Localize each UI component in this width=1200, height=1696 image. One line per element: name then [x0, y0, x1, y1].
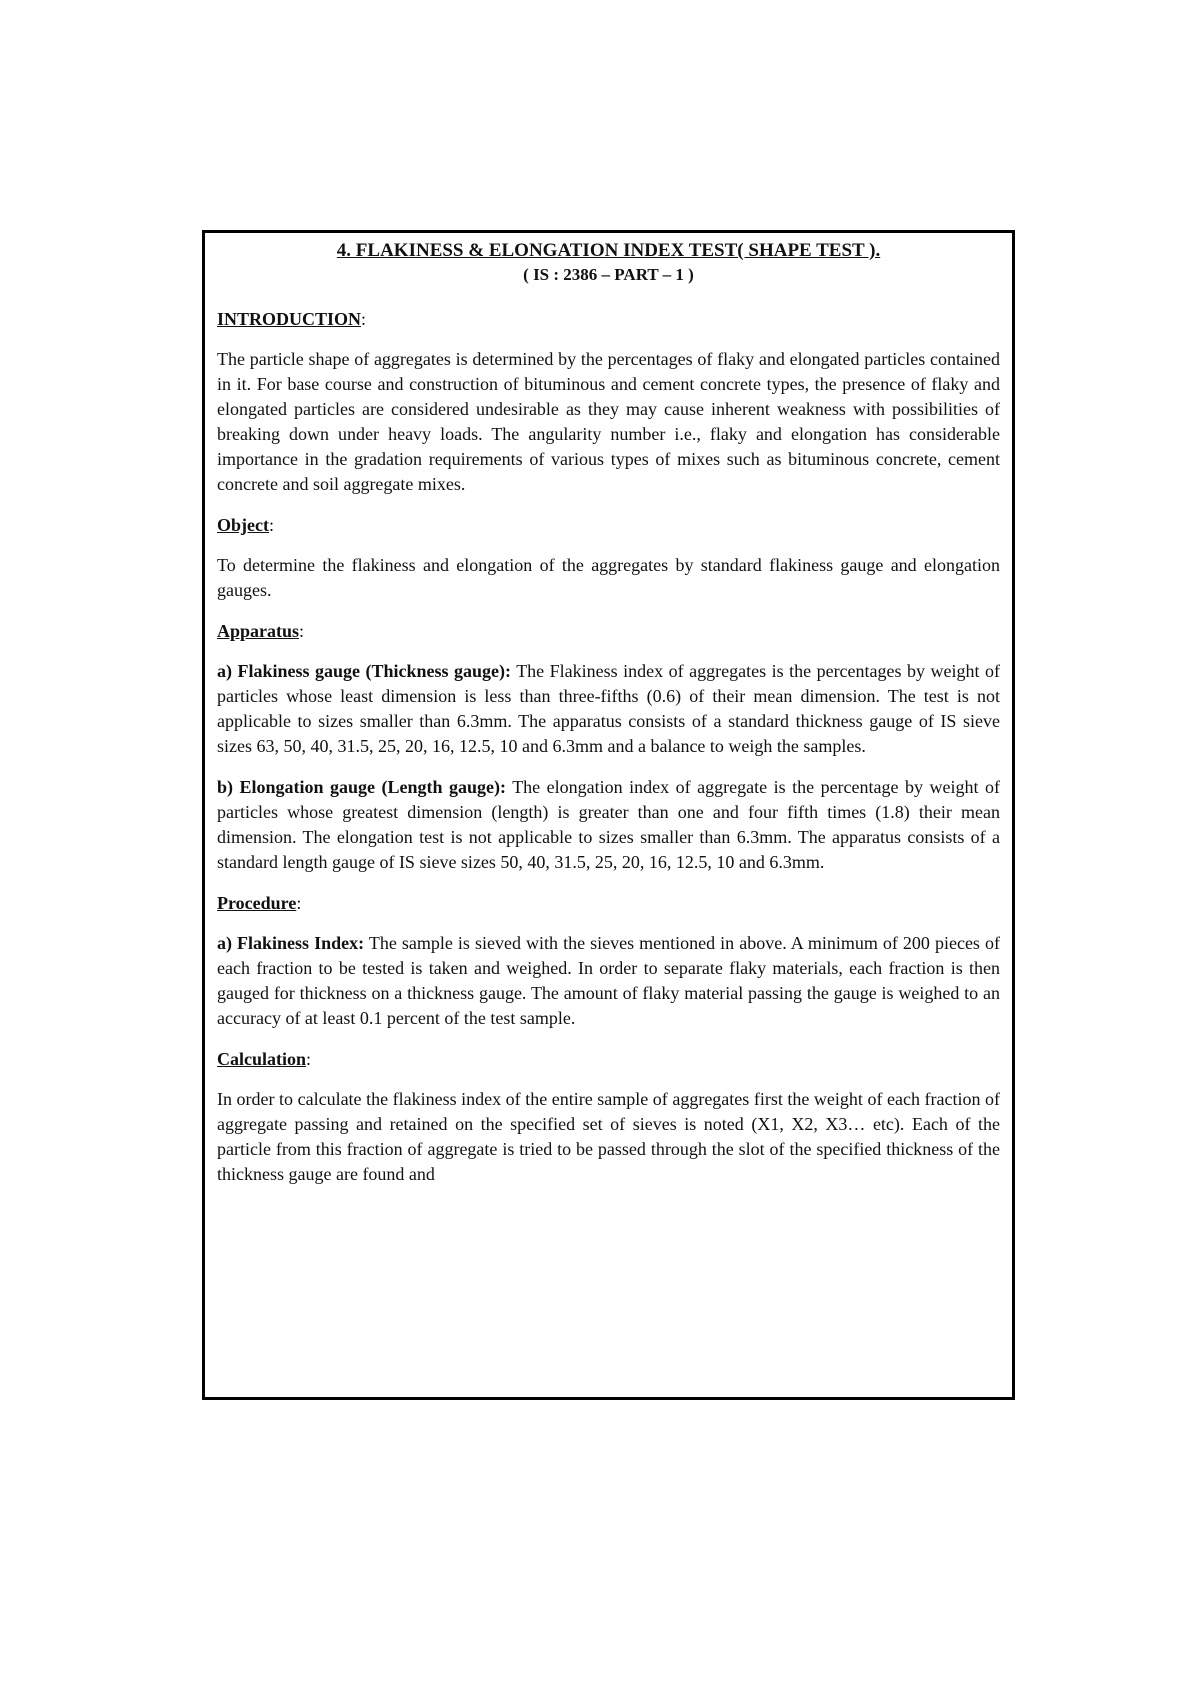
paragraph-text: The sample is sieved with the sieves mentioned in above. A minimum of 200 pieces of each fraction to be tested is taken and weighed. In order to separate flaky materials, each fraction is then gauged for thickness on a thickness gauge. The amount of flaky material passing the gauge is weighed to an accuracy of at least 0.1 percent of the test sample.	[217, 933, 1000, 1028]
standard-reference: ( IS : 2386 – PART – 1 )	[523, 265, 694, 284]
procedure-flakiness-index-paragraph	[217, 931, 1000, 1031]
section-heading-introduction: INTRODUCTION:	[217, 309, 367, 329]
section-heading-apparatus: Apparatus:	[217, 621, 305, 641]
paragraph-lead: a) Flakiness gauge (Thickness gauge):	[217, 661, 512, 681]
paragraph-lead: b) Elongation gauge (Length gauge):	[217, 777, 507, 797]
object-paragraph: To determine the flakiness and elongation of the aggregates by standard flakiness gauge and elongation gauges.	[217, 555, 1000, 600]
heading-label: Object	[217, 515, 269, 535]
paragraph-lead: a) Flakiness Index:	[217, 933, 365, 953]
section-heading-object: Object:	[217, 515, 274, 535]
section-heading-calculation: Calculation:	[217, 1049, 312, 1069]
paragraph-text: The Flakiness index of aggregates is the percentages by weight of particles whose least dimension is less than three-fifths (0.6) of their mean dimension. The test is not applicable to sizes smaller than 6.3mm. The apparatus consists of a standard thickness gauge of IS sieve sizes 63, 50, 40, 31.5, 25, 20, 16, 12.5, 10 and 6.3mm and a balance to weigh the samples.	[217, 661, 1000, 756]
document-frame	[202, 230, 1015, 1400]
introduction-paragraph: The particle shape of aggregates is determined by the percentages of flaky and elongated particles contained in it. For base course and construction of bituminous and cement concrete types, the presence of flaky and elongated particles are considered undesirable as they may cause inherent weakness with possibilities of breaking down under heavy loads. The angularity number i.e., flaky and elongation has considerable importance in the gradation requirements of various types of mixes such as bituminous concrete, cement concrete and soil aggregate mixes.	[217, 349, 1000, 494]
heading-label: Apparatus	[217, 621, 300, 641]
paragraph-text: The elongation index of aggregate is the percentage by weight of particles whose greatest dimension (length) is greater than one and four fifth times (1.8) their mean dimension. The elongation test is not applicable to sizes smaller than 6.3mm. The apparatus consists of a standard length gauge of IS sieve sizes 50, 40, 31.5, 25, 20, 16, 12.5, 10 and 6.3mm.	[217, 777, 1000, 872]
heading-label: Procedure	[217, 893, 297, 913]
document-title: 4. FLAKINESS & ELONGATION INDEX TEST( SHAPE TEST ).	[336, 240, 881, 261]
calculation-paragraph: In order to calculate the flakiness index of the entire sample of aggregates first the weight of each fraction of aggregate passing and retained on the specified set of sieves is noted (X1, X2, X3… etc). Each of the particle from this fraction of aggregate is tried to be passed through the slot of the specified thickness of the thickness gauge are found and	[217, 1089, 1000, 1184]
apparatus-elongation-gauge-paragraph	[217, 775, 1000, 875]
heading-label: Calculation	[217, 1049, 307, 1069]
heading-label: INTRODUCTION	[217, 309, 362, 329]
section-heading-procedure: Procedure:	[217, 893, 302, 913]
apparatus-flakiness-gauge-paragraph	[217, 659, 1000, 759]
